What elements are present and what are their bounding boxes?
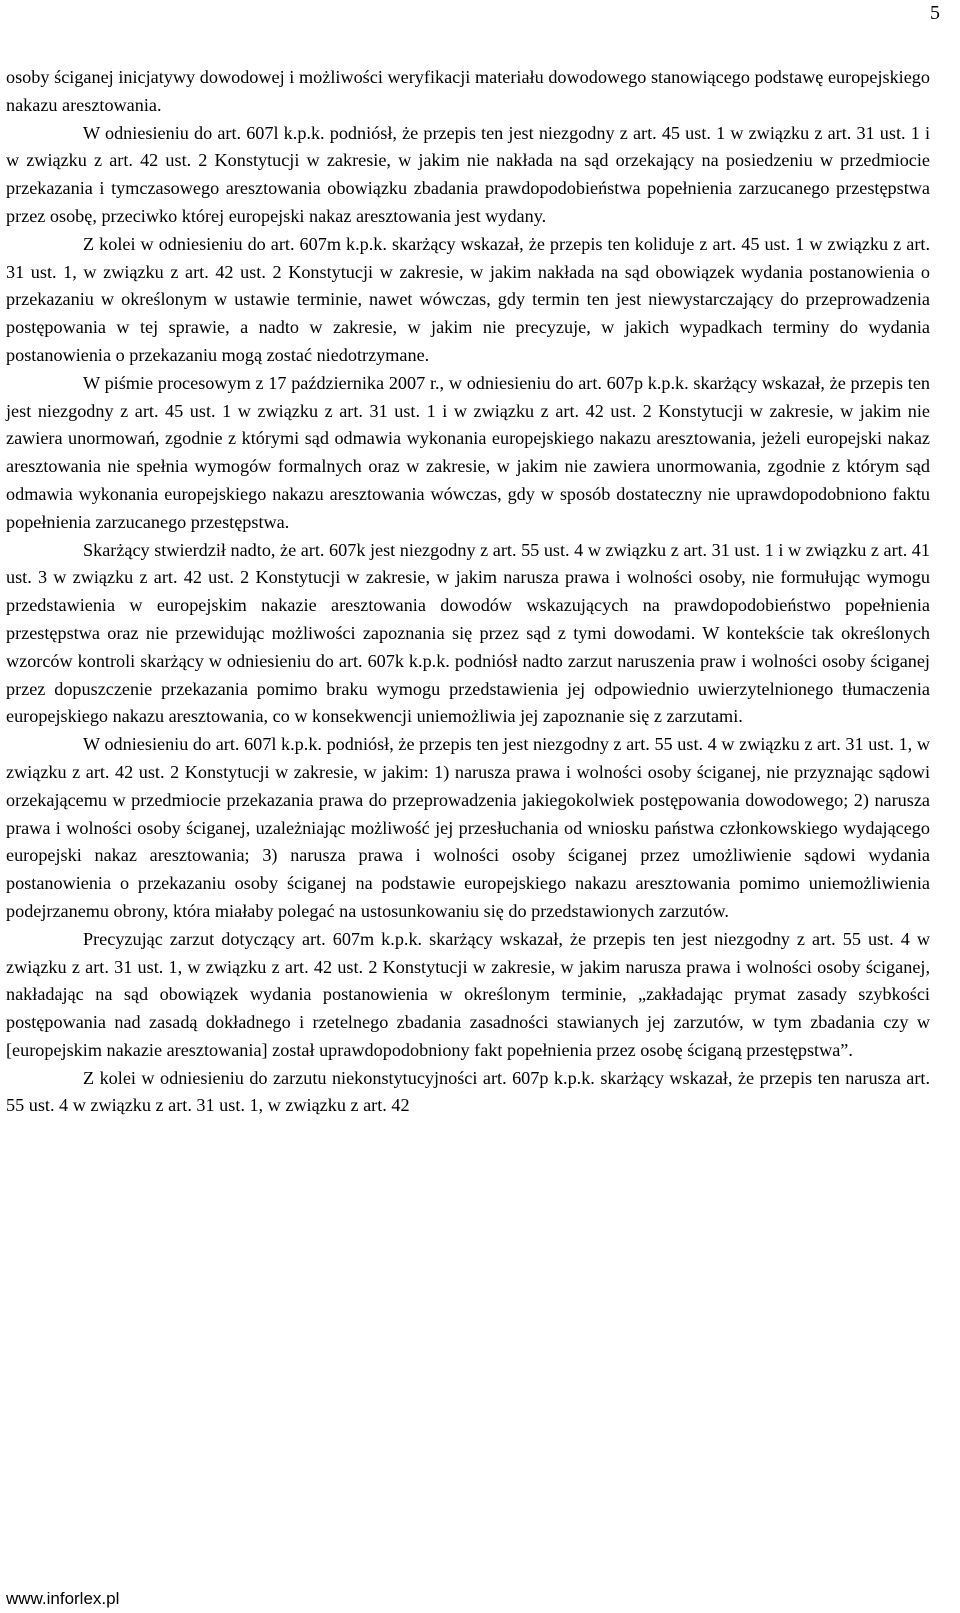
paragraph-3: Z kolei w odniesieniu do art. 607m k.p.k. skarżący wskazał, że przepis ten koliduje z art. 45 ust. 1 w związku z art. 31 ust. 1, w związku z art. 42 ust. 2 Konstytucji w zakresie, w jakim nakłada na sąd obowiązek wydania postanowienia o przekazaniu w określonym w ustawie terminie, nawet wówczas, gdy termin ten jest niewystarczający do przeprowadzenia postępowania w tej sprawie, a nadto w zakresie, w jakim nie precyzuje, w jakich wypadkach terminy do wydania postanowienia o przekazaniu mogą zostać niedotrzymane. (6, 233, 930, 365)
page-number: 5 (930, 2, 940, 24)
paragraph-7: Precyzując zarzut dotyczący art. 607m k.p.k. skarżący wskazał, że przepis ten jest niezgodny z art. 55 ust. 4 w związku z art. 31 ust. 1, w związku z art. 42 ust. 2 Konstytucji w zakresie, w jakim narusza prawa i wolności osoby ściganej, nakładając na sąd obowiązek wydania postanowienia w określonym terminie, „zakładając prymat zasady szybkości postępowania nad zasadą dokładnego i rzetelnego zbadania zasadności stawianych jej zarzutów, w tym zbadania czy w [europejskim nakazie aresztowania] został uprawdopodobniony fakt popełnienia przez osobę ściganą przestępstwa”. (6, 928, 930, 1060)
paragraph-4: W piśmie procesowym z 17 października 2007 r., w odniesieniu do art. 607p k.p.k. skarżący wskazał, że przepis ten jest niezgodny z art. 45 ust. 1 w związku z art. 31 ust. 1 i w związku z art. 42 ust. 2 Konstytucji w zakresie, w jakim nie zawiera unormowań, zgodnie z którymi sąd odmawia wykonania europejskiego nakazu aresztowania, jeżeli europejski nakaz aresztowania nie spełnia wymogów formalnych oraz w zakresie, w jakim nie zawiera unormowania, zgodnie z którym sąd odmawia wykonania europejskiego nakazu aresztowania wówczas, gdy w sposób dostateczny nie uprawdopodobniono faktu popełnienia zarzucanego przestępstwa. (6, 372, 930, 532)
paragraph-6: W odniesieniu do art. 607l k.p.k. podniósł, że przepis ten jest niezgodny z art. 55 ust. 4 w związku z art. 31 ust. 1, w związku z art. 42 ust. 2 Konstytucji w zakresie, w jakim: 1) narusza prawa i wolności osoby ściganej, nie przyznając sądowi orzekającemu w przedmiocie przekazania prawa do przeprowadzenia jakiegokolwiek postępowania dowodowego; 2) narusza prawa i wolności osoby ściganej, uzależniając możliwość jej przesłuchania od wniosku państwa członkowskiego wydającego europejski nakaz aresztowania; 3) narusza prawa i wolności osoby ściganej przez umożliwienie sądowi wydania postanowienia o przekazaniu osoby ściganej na podstawie europejskiego nakazu aresztowania pomimo uniemożliwienia podejrzanemu obrony, która miałaby polegać na ustosunkowaniu się do przedstawionych zarzutów. (6, 734, 930, 921)
paragraph-1: osoby ściganej inicjatywy dowodowej i możliwości weryfikacji materiału dowodowego stanowiącego podstawę europejskiego nakazu aresztowania. (6, 67, 930, 115)
paragraph-8: Z kolei w odniesieniu do zarzutu niekonstytucyjności art. 607p k.p.k. skarżący wskazał, że przepis ten narusza art. 55 ust. 4 w związku z art. 31 ust. 1, w związku z art. 42 (6, 1067, 930, 1116)
paragraph-5: Skarżący stwierdził nadto, że art. 607k jest niezgodny z art. 55 ust. 4 w związku z art. 31 ust. 1 i w związku z art. 41 ust. 3 w związku z art. 42 ust. 2 Konstytucji w zakresie, w jakim narusza prawa i wolności osoby, nie formułując wymogu przedstawienia w europejskim nakazie aresztowania dowodów wskazujących na prawdopodobieństwo popełnienia przestępstwa oraz nie przewidując możliwości zapoznania się przez sąd z tymi dowodami. W kontekście tak określonych wzorców kontroli skarżący w odniesieniu do art. 607k k.p.k. podniósł nadto zarzut naruszenia praw i wolności osoby ściganej przez dopuszczenie przekazania pomimo braku wymogu przedstawienia jej odpowiednio uwierzytelnionego tłumaczenia europejskiego nakazu aresztowania, co w konsekwencji uniemożliwia jej zapoznanie się z zarzutami. (6, 539, 930, 727)
document-body (6, 64, 930, 1120)
footer-link[interactable]: www.inforlex.pl (6, 1589, 120, 1608)
paragraph-2: W odniesieniu do art. 607l k.p.k. podniósł, że przepis ten jest niezgodny z art. 45 ust. 1 w związku z art. 31 ust. 1 i w związku z art. 42 ust. 2 Konstytucji w zakresie, w jakim nie nakłada na sąd orzekający na posiedzeniu w przedmiocie przekazania i tymczasowego aresztowania obowiązku zbadania prawdopodobieństwa popełnienia zarzucanego przestępstwa przez osobę, przeciwko której europejski nakaz aresztowania jest wydany. (6, 122, 930, 226)
